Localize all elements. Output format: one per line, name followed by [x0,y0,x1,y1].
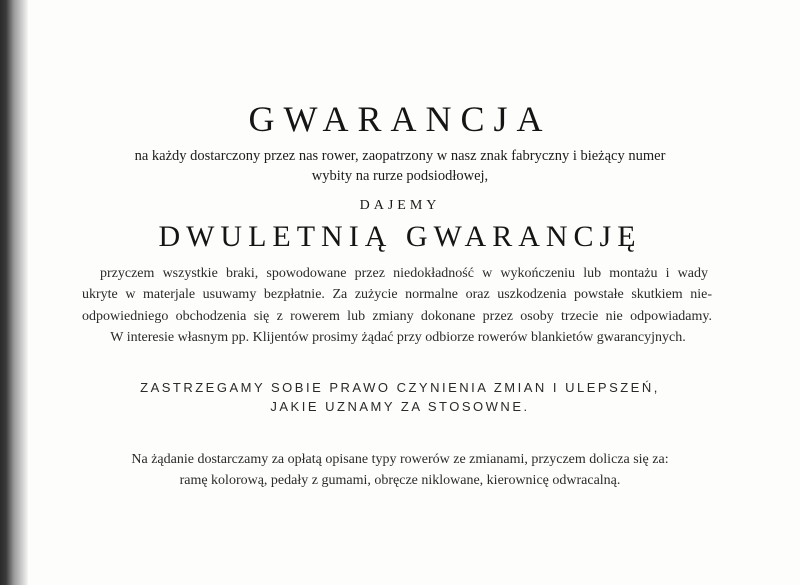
reserve-line-2: JAKIE UZNAMY ZA STOSOWNE. [270,399,530,414]
reserve-line-1: ZASTRZEGAMY SOBIE PRAWO CZYNIENIA ZMIAN I ULEPSZEŃ, [140,380,660,395]
subtitle-line-2: wybity na rurze podsiodłowej, [311,168,489,184]
subtitle-line-1: na każdy dostarczony przez nas rower, zaopatrzony w nasz znak fabryczny i bieżący numer [134,148,666,164]
body-line-4: W interesie własnym pp. Klijentów prosimy żądać przy odbiorze rowerów blankietów gwarancyjnych. [110,330,686,345]
dajemy-label: DAJEMY [359,198,441,213]
body-line-1: przyczem wszystkie braki, spowodowane przez niedokładność w wykończeniu lub montażu i wady [100,266,708,281]
note-line-2: ramę kolorową, pedały z gumami, obręcze niklowane, kierownicę odwracalną. [179,473,621,488]
scan-edge-shadow [0,0,28,585]
guarantee-heading: DWULETNIĄ GWARANCJĘ [158,220,642,253]
page-title: GWARANCJA [248,99,552,139]
body-line-3: odpowiedniego obchodzenia się z rowerem lub zmiany dokonane przez osoby trzecie nie odpowiadamy. [82,309,712,324]
note-line-1: Na żądanie dostarczamy za opłatą opisane typy rowerów ze zmianami, przyczem dolicza się za: [131,452,669,467]
body-line-2: ukryte w materjale usuwamy bezpłatnie. Za zużycie normalne oraz uszkodzenia powstałe skutkiem nie- [82,287,712,302]
